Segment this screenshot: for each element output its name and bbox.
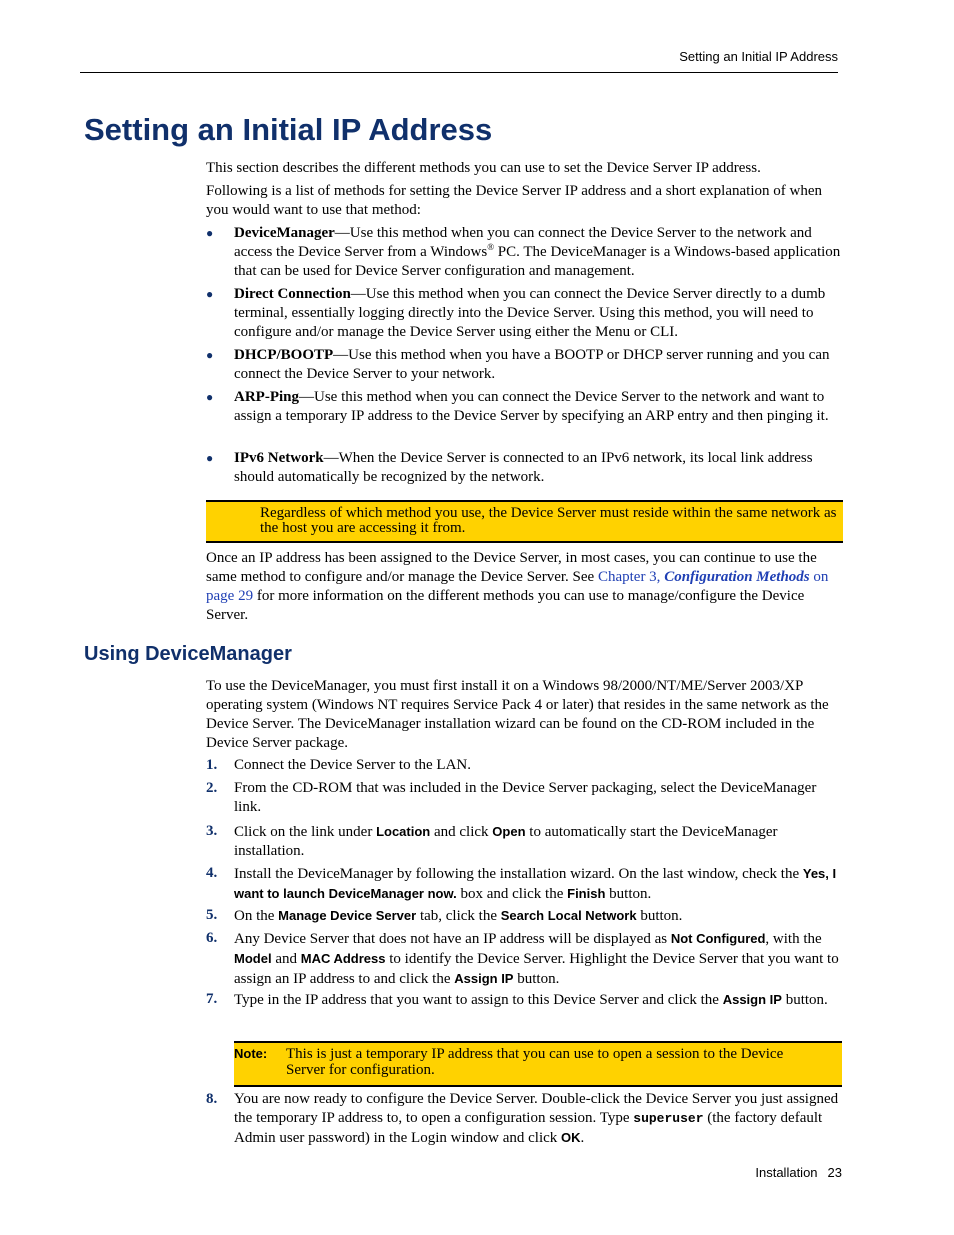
step-number: 4. [206,865,218,881]
ui-model: Model [234,951,272,966]
bullet-icon: ● [206,390,214,404]
ui-location: Location [376,824,431,839]
page-title: Setting an Initial IP Address [84,112,493,147]
method-arp-ping [206,388,842,426]
step-number: 3. [206,823,218,839]
method-text: —Use this method when you can connect the Device Server to the network and want to assign a temporary IP address to the Device Server by specifying an ARP entry and then pinging it. [234,389,829,424]
step-text: Install the DeviceManager by following the installation wizard. On the last window, check the [234,866,803,882]
method-ipv6-network [206,449,842,487]
method-text: —Use this method when you have a BOOTP or DHCP server running and you can connect the Device Server to your network. [234,347,830,382]
step-text: and [271,951,301,967]
method-devicemanager [206,224,842,281]
step-text: On the [234,908,279,924]
ui-assign-ip: Assign IP [454,971,514,986]
bullet-icon: ● [206,226,214,240]
ui-manage-tab: Manage Device Server [278,908,417,923]
step-text: You are now ready to configure the Device Server. Double-click the Device Server you just assigned the temporary IP address to, to open a configuration session. Type [234,1091,839,1126]
step-text: tab, click the [416,908,501,924]
ui-not-configured: Not Configured [670,931,766,946]
important-callout [206,500,843,543]
step-text: Any Device Server that does not have an IP address will be displayed as [234,931,671,947]
step-8 [206,1090,842,1148]
method-name: Direct Connection [234,286,351,302]
method-text: —Use this method when you can connect the Device Server to the network and access the Device Server from a Windows [234,225,812,260]
step-text: Connect the Device Server to the LAN. [234,757,472,773]
code-superuser: superuser [633,1111,704,1126]
step-number: 8. [206,1091,218,1107]
step-text: . [580,1130,585,1146]
step-text: (the factory default Admin user password) in the Login window and click [234,1110,823,1146]
method-text: —Use this method when you can connect the Device Server directly to a dumb terminal, essentially logging directly into the Device Server. Using this method, you will need to configure and/or manage the Device Server using either the Menu or CLI. [234,286,826,340]
method-direct-connection [206,285,842,342]
method-name: DeviceManager [234,225,335,241]
method-name: ARP-Ping [234,389,299,405]
method-text: —When the Device Server is connected to an IPv6 network, its local link address should automatically be recognized by the network. [234,450,813,485]
subsection-intro: To use the DeviceManager, you must first install it on a Windows 98/2000/NT/ME/Server 2003/XP operating system (Windows NT requires Service Pack 4 or later) that resides in the same network as the Device Server. The DeviceManager installation wizard can be found on the CD-ROM included in the Device Server package. [206,678,829,751]
ui-search-network: Search Local Network [500,908,637,923]
step-text: box and click the [456,886,568,902]
ui-assign-ip: Assign IP [722,992,782,1007]
subsection-title: Using DeviceManager [84,643,292,665]
registered-mark: ® [487,242,495,252]
step-text: and click [430,824,493,840]
list-intro-paragraph: Following is a list of methods for setting the Device Server IP address and a short explanation of when you would want to use that method: [206,183,822,218]
ui-ok: OK [561,1130,581,1145]
header-rule [80,72,838,73]
step-text: , with the [765,931,822,947]
after-text: Once an IP address has been assigned to the Device Server, in most cases, you can continue to use the same method to configure and/or manage the Device Server. See [206,550,817,585]
bullet-icon: ● [206,287,214,301]
step-text: button. [605,886,652,902]
note-label: Note: [234,1046,268,1061]
method-name: IPv6 Network [234,450,324,466]
running-header: Setting an Initial IP Address [679,49,838,64]
bullet-icon: ● [206,348,214,362]
chapter-link-label: Chapter 3, [597,569,665,585]
ui-mac-address: MAC Address [300,951,386,966]
ui-open: Open [492,824,526,839]
step-text: Click on the link under [234,824,377,840]
step-text: Type in the IP address that you want to assign to this Device Server and click the [234,992,723,1008]
step-number: 1. [206,757,218,773]
step-text: From the CD-ROM that was included in the Device Server packaging, select the DeviceManager link. [234,780,817,815]
note-text: This is just a temporary IP address that you can use to open a session to the Device Server for configuration. [286,1046,784,1078]
step-text: to automatically start the DeviceManager installation. [234,824,778,859]
step-4 [206,864,842,904]
step-text: button. [513,971,560,987]
bullet-icon: ● [206,451,214,465]
after-text-cont: for more information on the different methods you can use to manage/configure the Device Server. [206,588,805,623]
step-number: 5. [206,907,218,923]
method-name: DHCP/BOOTP [234,347,334,363]
method-dhcp-bootp [206,346,842,384]
step-3 [206,822,842,861]
note-callout [234,1041,842,1087]
step-text: button. [781,992,828,1008]
step-7 [206,990,842,1010]
step-5 [206,906,842,926]
ui-launch-checkbox: Yes, I want to launch DeviceManager now. [234,866,837,901]
step-number: 7. [206,991,218,1007]
step-text: to identify the Device Server. Highlight the Device Server that you want to assign an IP address to and click the [234,951,839,987]
step-2 [206,779,842,817]
step-number: 6. [206,930,218,946]
callout-text: Regardless of which method you use, the Device Server must reside within the same network as the host you are accessing it from. [260,505,837,536]
footer-chapter: Installation [755,1165,818,1180]
page-number: 23 [827,1165,842,1180]
page-footer [755,1165,842,1180]
ui-finish: Finish [567,886,606,901]
chapter-link-page: on page 29 [206,569,829,604]
step-6 [206,929,842,989]
chapter-link-title: Configuration Methods [664,569,810,585]
intro-paragraph: This section describes the different methods you can use to set the Device Server IP address. [206,160,761,176]
step-text: button. [636,908,683,924]
method-text-cont: PC. The DeviceManager is a Windows-based application that can be used for Device Server configuration and management. [234,244,841,279]
step-1 [206,756,842,775]
after-paragraph [206,549,842,625]
step-number: 2. [206,780,218,796]
